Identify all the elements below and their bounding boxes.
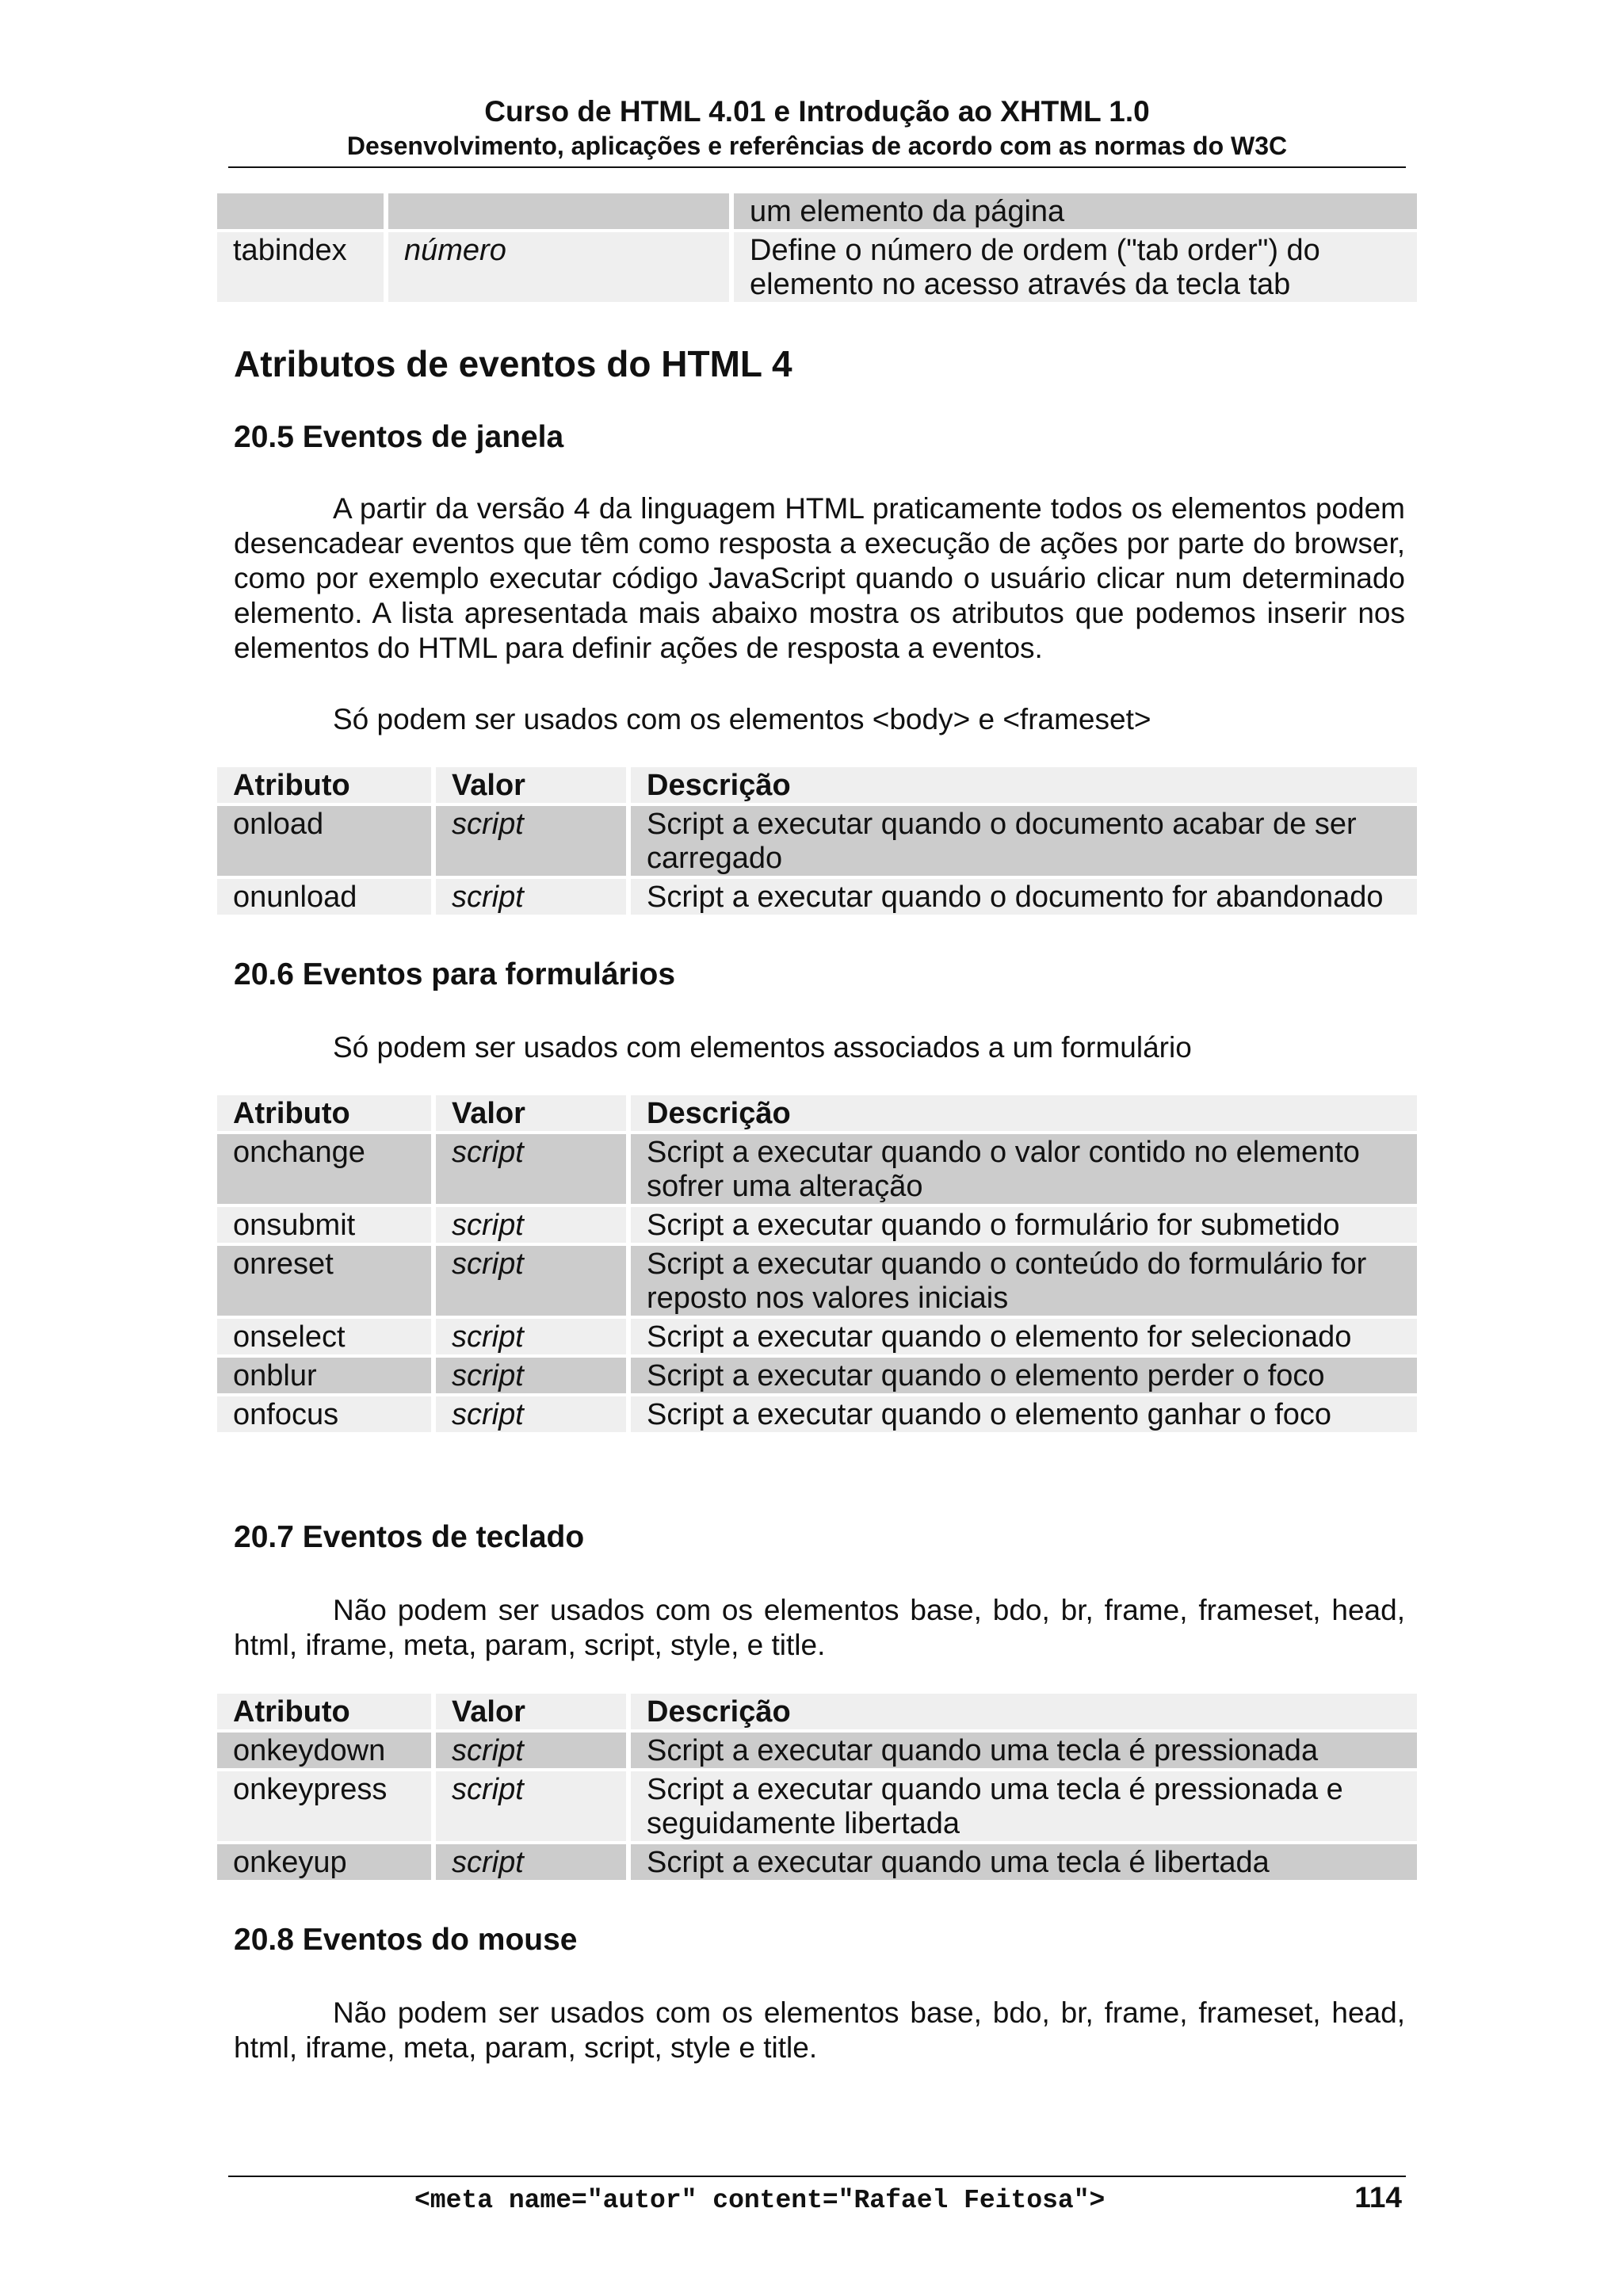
header-cell: Atributo	[217, 767, 431, 803]
header-cell: Descrição	[631, 767, 1417, 803]
value-cell: script	[436, 1134, 626, 1204]
footer-rule	[228, 2176, 1406, 2177]
desc-cell: Script a executar quando uma tecla é libertada	[631, 1844, 1417, 1880]
desc-cell: Script a executar quando o documento acabar de ser carregado	[631, 806, 1417, 876]
table-row	[217, 1844, 1417, 1880]
attr-cell: tabindex	[217, 232, 384, 302]
table-row	[217, 1207, 1417, 1243]
header-rule	[228, 166, 1406, 168]
form-events-table	[212, 1092, 1422, 1435]
attr-cell: onkeydown	[217, 1733, 431, 1768]
attr-cell: onunload	[217, 879, 431, 915]
table-row	[217, 806, 1417, 876]
table-row	[217, 232, 1417, 302]
attr-cell: onchange	[217, 1134, 431, 1204]
document-subtitle: Desenvolvimento, aplicações e referências de acordo com as normas do W3C	[346, 132, 1288, 160]
table-row	[217, 1358, 1417, 1393]
window-events-table	[212, 764, 1422, 918]
table-row	[217, 1319, 1417, 1354]
table-row	[217, 1733, 1417, 1768]
table-header-row	[217, 1694, 1417, 1729]
desc-cell: Script a executar quando uma tecla é pressionada e seguidamente libertada	[631, 1771, 1417, 1841]
header-cell: Valor	[436, 1694, 626, 1729]
value-cell: script	[436, 1246, 626, 1316]
table-row	[217, 1771, 1417, 1841]
attr-cell: onselect	[217, 1319, 431, 1354]
attr-cell: onfocus	[217, 1396, 431, 1432]
value-cell: script	[436, 1207, 626, 1243]
desc-cell: Define o número de ordem ("tab order") do elemento no acesso através da tecla tab	[734, 232, 1417, 302]
desc-cell: Script a executar quando o elemento perder o foco	[631, 1358, 1417, 1393]
desc-cell: Script a executar quando uma tecla é pressionada	[631, 1733, 1417, 1768]
desc-cell: Script a executar quando o formulário for submetido	[631, 1207, 1417, 1243]
heading-20-6: 20.6 Eventos para formulários	[234, 957, 676, 991]
desc-cell: Script a executar quando o conteúdo do formulário for reposto nos valores iniciais	[631, 1246, 1417, 1316]
attr-cell: onload	[217, 806, 431, 876]
value-cell: script	[436, 1733, 626, 1768]
document-title: Curso de HTML 4.01 e Introdução ao XHTML 1.0	[484, 95, 1150, 128]
table-row	[217, 193, 1417, 229]
paragraph-20-5-intro: A partir da versão 4 da linguagem HTML praticamente todos os elementos podem desencadear eventos que têm como resposta a execução de ações por parte do browser, como por exemplo executar código JavaScript quando o usuário clicar num determinado elemento. A lista apresentada mais abaixo mostra os atributos que podemos inserir nos elementos do HTML para definir ações de resposta a eventos.	[234, 492, 1405, 664]
heading-20-5: 20.5 Eventos de janela	[234, 420, 564, 454]
paragraph-20-6: Só podem ser usados com elementos associados a um formulário	[333, 1031, 1192, 1064]
table-header-row	[217, 1095, 1417, 1131]
desc-cell: Script a executar quando o valor contido no elemento sofrer uma alteração	[631, 1134, 1417, 1204]
section-title: Atributos de eventos do HTML 4	[234, 343, 792, 384]
value-cell: script	[436, 1844, 626, 1880]
attr-cell: onreset	[217, 1246, 431, 1316]
header-cell: Valor	[436, 1095, 626, 1131]
value-cell: script	[436, 1396, 626, 1432]
header-cell: Atributo	[217, 1694, 431, 1729]
table-row	[217, 879, 1417, 915]
page-footer	[228, 2181, 1406, 2213]
value-cell: script	[436, 1771, 626, 1841]
desc-cell: um elemento da página	[734, 193, 1417, 229]
table-row	[217, 1396, 1417, 1432]
keyboard-events-table	[212, 1690, 1422, 1883]
attributes-table-continued	[212, 190, 1422, 305]
page-number: 114	[1354, 2181, 1402, 2214]
value-cell: script	[436, 1319, 626, 1354]
footer-meta-code: <meta name="autor" content="Rafael Feitosa">	[414, 2186, 1106, 2215]
value-cell: script	[436, 879, 626, 915]
attr-cell	[217, 193, 384, 229]
heading-20-7: 20.7 Eventos de teclado	[234, 1520, 585, 1554]
table-header-row	[217, 767, 1417, 803]
value-cell: script	[436, 806, 626, 876]
header-cell: Atributo	[217, 1095, 431, 1131]
paragraph-20-7: Não podem ser usados com os elementos base, bdo, br, frame, frameset, head, html, iframe, meta, param, script, style, e title.	[234, 1594, 1405, 1661]
attr-cell: onkeypress	[217, 1771, 431, 1841]
heading-20-8: 20.8 Eventos do mouse	[234, 1923, 578, 1957]
desc-cell: Script a executar quando o elemento ganhar o foco	[631, 1396, 1417, 1432]
paragraph-20-8: Não podem ser usados com os elementos base, bdo, br, frame, frameset, head, html, iframe, meta, param, script, style e title.	[234, 1996, 1405, 2064]
desc-cell: Script a executar quando o documento for abandonado	[631, 879, 1417, 915]
value-cell	[388, 193, 729, 229]
value-cell: número	[388, 232, 729, 302]
table-row	[217, 1246, 1417, 1316]
header-cell: Valor	[436, 767, 626, 803]
attr-cell: onsubmit	[217, 1207, 431, 1243]
header-cell: Descrição	[631, 1095, 1417, 1131]
attr-cell: onkeyup	[217, 1844, 431, 1880]
desc-cell: Script a executar quando o elemento for selecionado	[631, 1319, 1417, 1354]
header-cell: Descrição	[631, 1694, 1417, 1729]
paragraph-20-5-usage: Só podem ser usados com os elementos <body> e <frameset>	[333, 703, 1151, 735]
value-cell: script	[436, 1358, 626, 1393]
table-row	[217, 1134, 1417, 1204]
attr-cell: onblur	[217, 1358, 431, 1393]
page-header	[228, 94, 1406, 162]
